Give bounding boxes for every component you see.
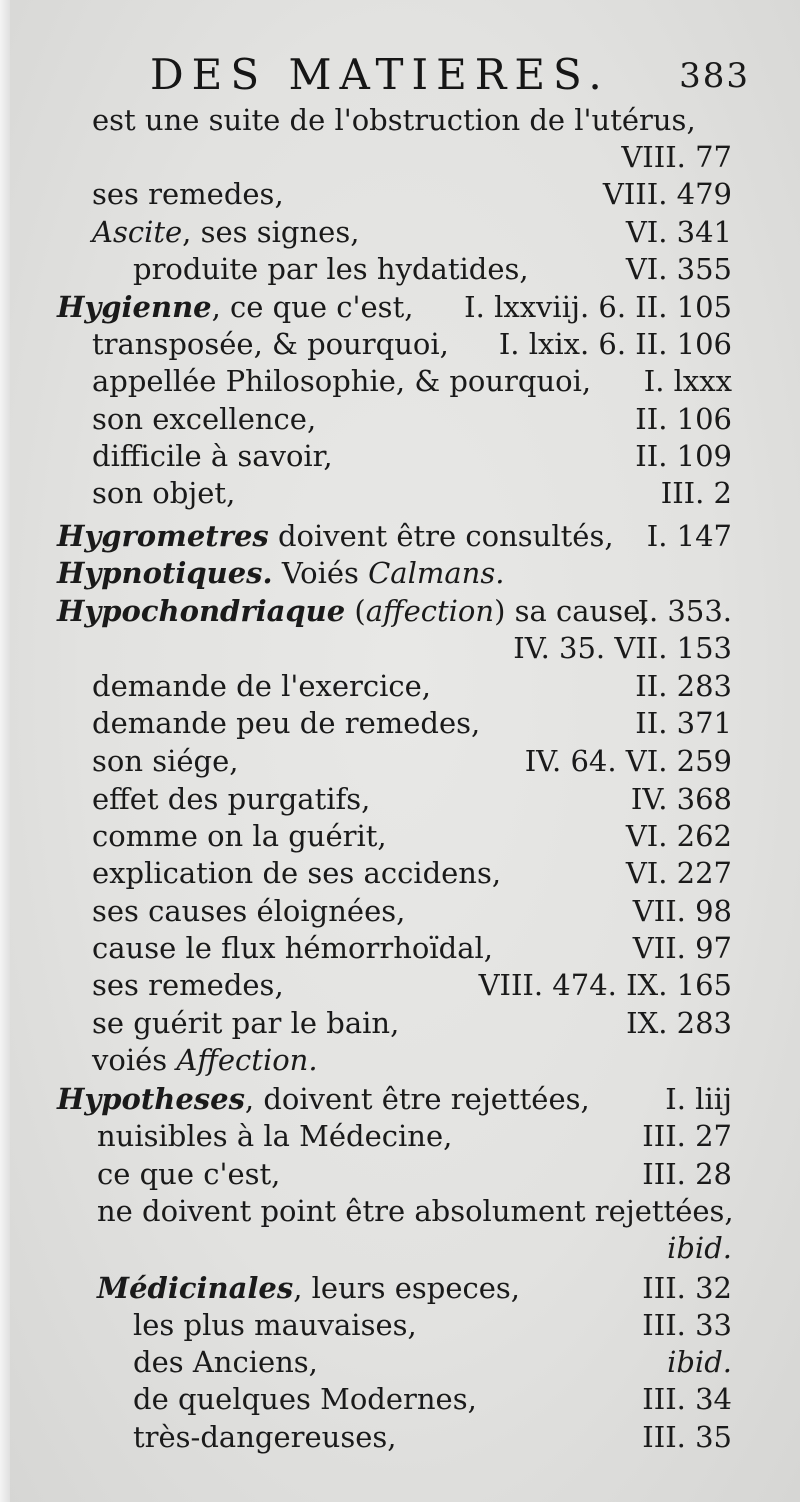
entry-subheading: affection [365,594,495,628]
entry-heading: Hygienne [57,290,212,324]
entry-text: est une suite de l'obstruction de l'utérus, [92,103,696,137]
page-header [150,50,750,98]
index-line [92,704,732,742]
entry-text: de quelques Modernes, [133,1382,477,1416]
entry-text: , ce que c'est, [211,290,414,324]
page-edge [0,0,10,1502]
entry-reference: VI. 355 [625,252,732,286]
index-line [92,892,732,930]
entry-reference: I. 353. [637,594,732,628]
index-line [92,780,732,818]
index-line [92,1041,732,1079]
entry-text: explication de ses accidens, [92,856,502,890]
index-line [92,854,732,892]
index-line: Hypochondriaque (affection) sa cause, I. 353. [57,594,732,628]
entry-reference: III. 27 [642,1119,732,1153]
entry-text: difficile à savoir, [92,439,333,473]
entry-reference: III. 34 [642,1382,732,1416]
entry-reference: II. 109 [635,439,732,473]
index-line [97,1269,732,1307]
index-line [92,362,732,400]
entry-reference: II. 106 [635,402,732,436]
index-line [92,817,732,855]
index-line [97,1155,732,1193]
index-line [92,138,732,176]
entry-text: effet des purgatifs, [92,782,371,816]
entry-text: demande de l'exercice, [92,669,432,703]
entry-text: nuisibles à la Médecine, [97,1119,453,1153]
entry-text: des Anciens, [133,1345,318,1379]
entry-reference: VII. 97 [632,931,732,965]
index-line [97,1229,732,1267]
index-line [57,517,732,555]
entry-reference: VI. 341 [625,215,732,249]
entry-reference: I. lxxx [643,364,732,398]
entry-reference: VIII. 474. IX. 165 [478,968,732,1002]
entry-reference: ibid. [667,1345,732,1379]
entry-reference: ibid. [667,1231,732,1265]
entry-heading: Hygrometres [57,519,269,553]
entry-text: cause le flux hémorrhoïdal, [92,931,494,965]
entry-reference: III. 32 [642,1271,732,1305]
index-line [92,175,732,213]
entry-text: appellée Philosophie, & pourquoi, [92,364,592,398]
index-line [97,1117,732,1155]
entry-heading: Hypotheses [57,1082,245,1116]
entry-text: , doivent être rejettées, [244,1082,590,1116]
entry-heading: Médicinales [97,1271,294,1305]
entry-text: voiés [92,1043,177,1077]
index-line [133,1306,732,1344]
index-line [92,101,732,139]
entry-text: très-dangereuses, [133,1420,397,1454]
entry-text: doivent être consultés, [268,519,614,553]
entry-text: transposée, & pourquoi, [92,327,449,361]
entry-text: les plus mauvaises, [133,1308,417,1342]
entry-text: ne doivent point être absolument rejettées, [97,1194,734,1228]
entry-text: , ses signes, [182,215,360,249]
index-line [92,929,732,967]
index-line [92,437,732,475]
index-line [57,288,732,326]
entry-text: ses remedes, [92,177,284,211]
index-line [57,1080,732,1118]
cross-reference: Calmans. [368,556,505,590]
index-line [92,1004,732,1042]
entry-reference: III. 2 [660,476,732,510]
entry-reference: I. lxxviij. 6. II. 105 [464,290,732,324]
entry-reference: VI. 227 [625,856,732,890]
entry-text: ) sa cause, [494,594,650,628]
entry-reference: III. 35 [642,1420,732,1454]
entry-text: se guérit par le bain, [92,1006,400,1040]
index-line [133,250,732,288]
entry-reference: I. lxix. 6. II. 106 [498,327,732,361]
entry-heading: Ascite [92,215,183,249]
index-line [92,325,732,363]
entry-text: Voiés [272,556,369,590]
entry-text: son excellence, [92,402,317,436]
index-line [133,1343,732,1381]
index-line [57,554,732,592]
index-line [92,400,732,438]
index-line [92,966,732,1004]
index-line [133,1418,732,1456]
entry-reference: I. liij [665,1082,732,1116]
entry-text: ses remedes, [92,968,284,1002]
page-number: 383 [679,56,750,96]
entry-reference: VIII. 479 [602,177,732,211]
entry-text: son objet, [92,476,236,510]
entry-reference: II. 283 [635,669,732,703]
index-line [92,667,732,705]
entry-text: , leurs especes, [293,1271,520,1305]
cross-reference: Affection. [176,1043,318,1077]
entry-reference: IV. 35. VII. 153 [513,631,732,665]
entry-text: demande peu de remedes, [92,706,481,740]
entry-text: son siége, [92,744,239,778]
entry-reference: II. 371 [635,706,732,740]
entry-heading: Hypnotiques. [57,556,273,590]
entry-reference: VII. 98 [632,894,732,928]
entry-text: comme on la guérit, [92,819,387,853]
entry-reference: IV. 64. VI. 259 [524,744,732,778]
entry-reference: III. 33 [642,1308,732,1342]
entry-reference: III. 28 [642,1157,732,1191]
index-line [92,742,732,780]
entry-text: ses causes éloignées, [92,894,406,928]
entry-text: ce que c'est, [97,1157,281,1191]
index-line [92,474,732,512]
entry-reference: VI. 262 [625,819,732,853]
entry-reference: VIII. 77 [621,140,732,174]
entry-reference: IX. 283 [626,1006,732,1040]
index-line [133,1380,732,1418]
entry-reference: IV. 368 [630,782,732,816]
entry-heading: Hypochondriaque [57,594,346,628]
entry-text: produite par les hydatides, [133,252,529,286]
entry-reference: I. 147 [646,519,732,553]
running-title: DES MATIERES. [150,50,610,99]
index-line [92,213,732,251]
index-line [97,1192,732,1230]
index-line [92,629,732,667]
